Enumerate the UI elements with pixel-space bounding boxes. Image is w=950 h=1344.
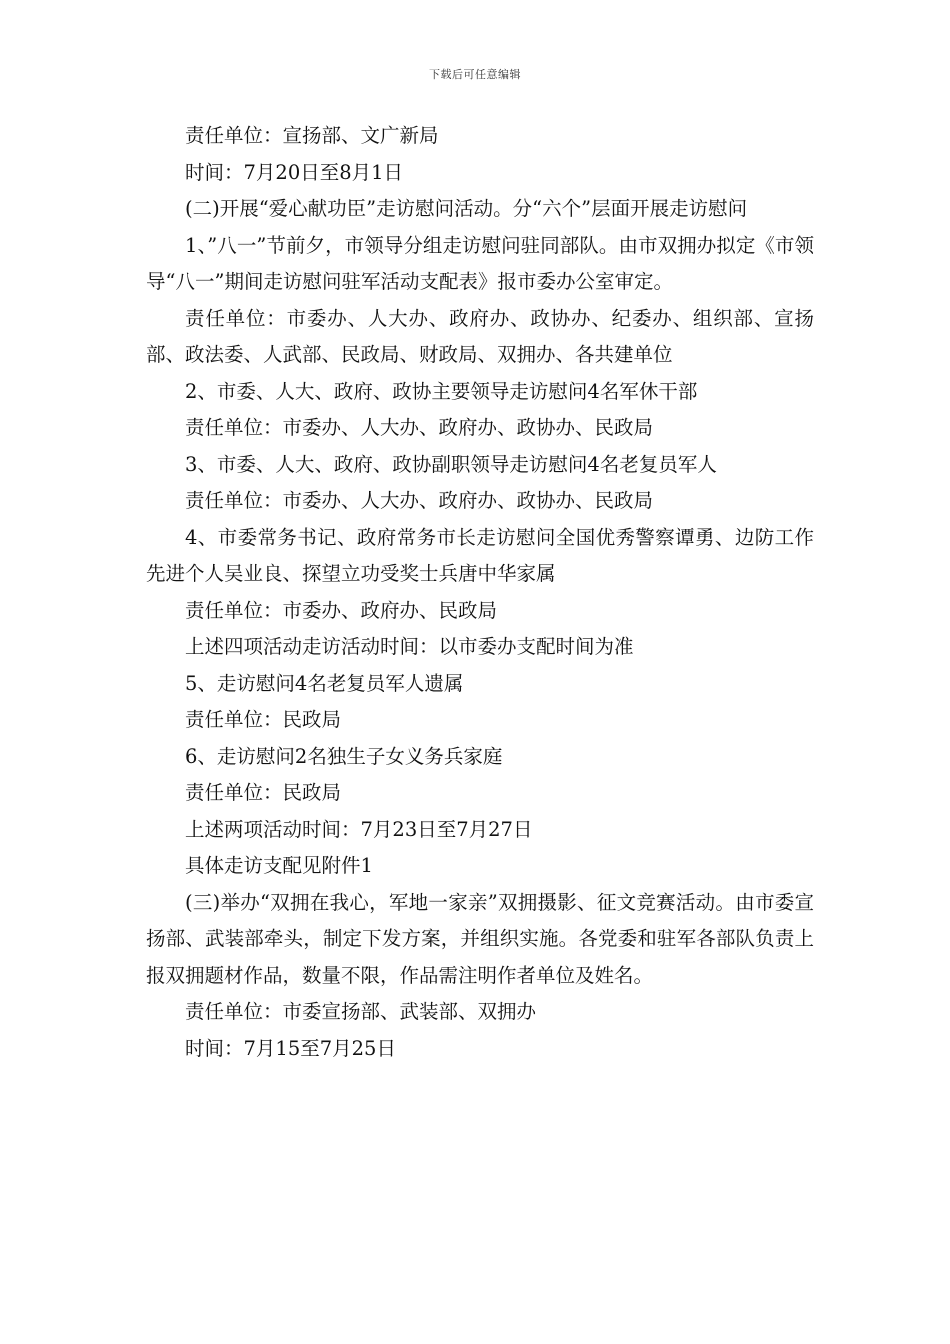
paragraph: 责任单位：民政局	[185, 708, 342, 731]
paragraph: 责任单位：宣扬部、文广新局	[185, 124, 439, 147]
paragraph: 1、”八一”节前夕，市领导分组走访慰问驻同部队。由市双拥办拟定《市领导“八一”期间走访慰问驻军活动支配表》报市委办公室审定。	[146, 233, 814, 293]
paragraph: 时间：7月20日至8月1日	[185, 160, 404, 184]
paragraph: 上述两项活动时间：7月23日至7月27日	[185, 817, 533, 841]
paragraph: 具体走访支配见附件1	[185, 854, 373, 877]
paragraph: 责任单位：市委办、人大办、政府办、政协办、纪委办、组织部、宣扬部、政法委、人武部、民政局、财政局、双拥办、各共建单位	[146, 306, 814, 366]
paragraph: 4、市委常务书记、政府常务市长走访慰问全国优秀警察谭勇、边防工作先进个人吴业良、探望立功受奖士兵唐中华家属	[146, 525, 814, 585]
paragraph: (二)开展“爱心献功臣”走访慰问活动。分“六个”层面开展走访慰问	[185, 197, 748, 220]
paragraph: 责任单位：市委办、人大办、政府办、政协办、民政局	[185, 416, 654, 439]
paragraph: 5、走访慰问4名老复员军人遗属	[185, 671, 464, 695]
paragraph: 3、市委、人大、政府、政协副职领导走访慰问4名老复员军人	[185, 452, 717, 476]
page-header: 下载后可任意编辑	[429, 68, 521, 81]
paragraph: 责任单位：市委办、政府办、民政局	[185, 598, 498, 622]
paragraph: 责任单位：市委宣扬部、武装部、双拥办	[185, 1000, 537, 1023]
paragraph: (三)举办“双拥在我心，军地一家亲”双拥摄影、征文竞赛活动。由市委宣扬部、武装部牵头，制定下发方案，并组织实施。各党委和驻军各部队负责上报双拥题材作品，数量不限，作品需注明作者单位及姓名。	[146, 890, 814, 987]
paragraph: 6、走访慰问2名独生子女义务兵家庭	[185, 744, 503, 768]
paragraph: 上述四项活动走访活动时间：以市委办支配时间为准	[185, 635, 634, 658]
paragraph: 时间：7月15至7月25日	[185, 1036, 396, 1060]
paragraph: 责任单位：民政局	[185, 781, 342, 804]
paragraph: 责任单位：市委办、人大办、政府办、政协办、民政局	[185, 489, 654, 512]
paragraph: 2、市委、人大、政府、政协主要领导走访慰问4名军休干部	[185, 379, 698, 403]
document-body	[146, 118, 814, 1067]
